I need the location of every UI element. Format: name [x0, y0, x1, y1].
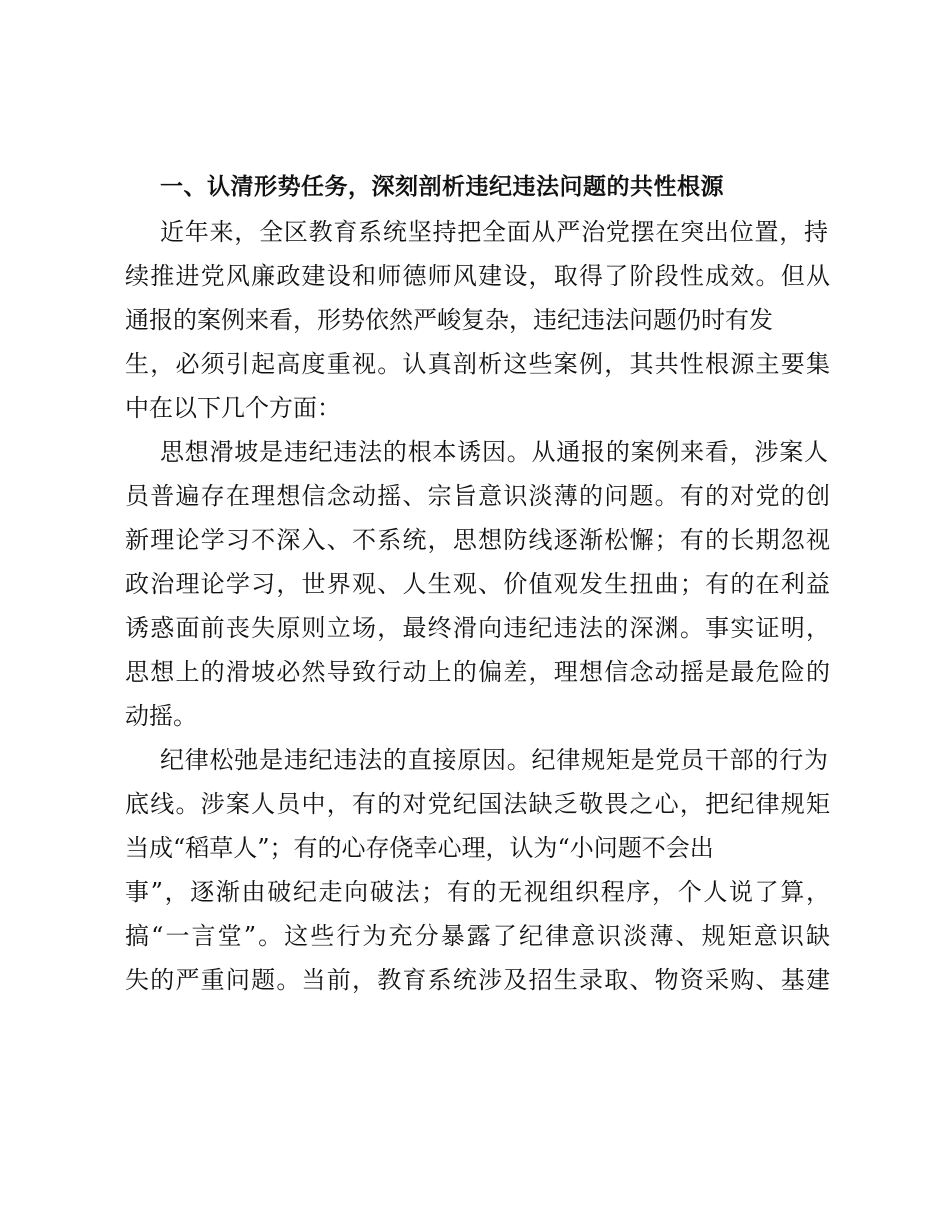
paragraph-line: 政治理论学习，世界观、人生观、价值观发生扭曲；有的在利益	[125, 570, 830, 598]
paragraph-line: 思想上的滑坡必然导致行动上的偏差，理想信念动摇是最危险的	[125, 658, 830, 686]
paragraph-line: 思想滑坡是违纪违法的根本诱因。从通报的案例来看，涉案人	[160, 438, 828, 466]
paragraph-line: 失的严重问题。当前，教育系统涉及招生录取、物资采购、基建	[125, 966, 830, 994]
paragraph-line: 中在以下几个方面：	[125, 394, 341, 422]
paragraph-line: 近年来，全区教育系统坚持把全面从严治党摆在突出位置，持	[160, 218, 828, 246]
paragraph-line: 生，必须引起高度重视。认真剖析这些案例，其共性根源主要集	[125, 350, 830, 378]
paragraph-line: 事”，逐渐由破纪走向破法；有的无视组织程序，个人说了算，	[125, 878, 830, 906]
paragraph-line: 新理论学习不深入、不系统，思想防线逐渐松懈；有的长期忽视	[125, 526, 830, 554]
paragraph-line: 诱惑面前丧失原则立场，最终滑向违纪违法的深渊。事实证明，	[125, 614, 830, 642]
paragraph-line: 当成“稻草人”；有的心存侥幸心理，认为“小问题不会出	[125, 834, 714, 862]
paragraph-line: 通报的案例来看，形势依然严峻复杂，违纪违法问题仍时有发	[125, 306, 773, 334]
paragraph-line: 员普遍存在理想信念动摇、宗旨意识淡薄的问题。有的对党的创	[125, 482, 830, 510]
paragraph-line: 搞“一言堂”。这些行为充分暴露了纪律意识淡薄、规矩意识缺	[125, 922, 830, 950]
section-heading: 一、认清形势任务，深刻剖析违纪违法问题的共性根源	[160, 174, 724, 200]
paragraph-line: 纪律松弛是违纪违法的直接原因。纪律规矩是党员干部的行为	[160, 746, 828, 774]
paragraph-line: 续推进党风廉政建设和师德师风建设，取得了阶段性成效。但从	[125, 262, 830, 290]
paragraph-line: 动摇。	[125, 702, 197, 730]
paragraph-line: 底线。涉案人员中，有的对党纪国法缺乏敬畏之心，把纪律规矩	[125, 790, 830, 818]
